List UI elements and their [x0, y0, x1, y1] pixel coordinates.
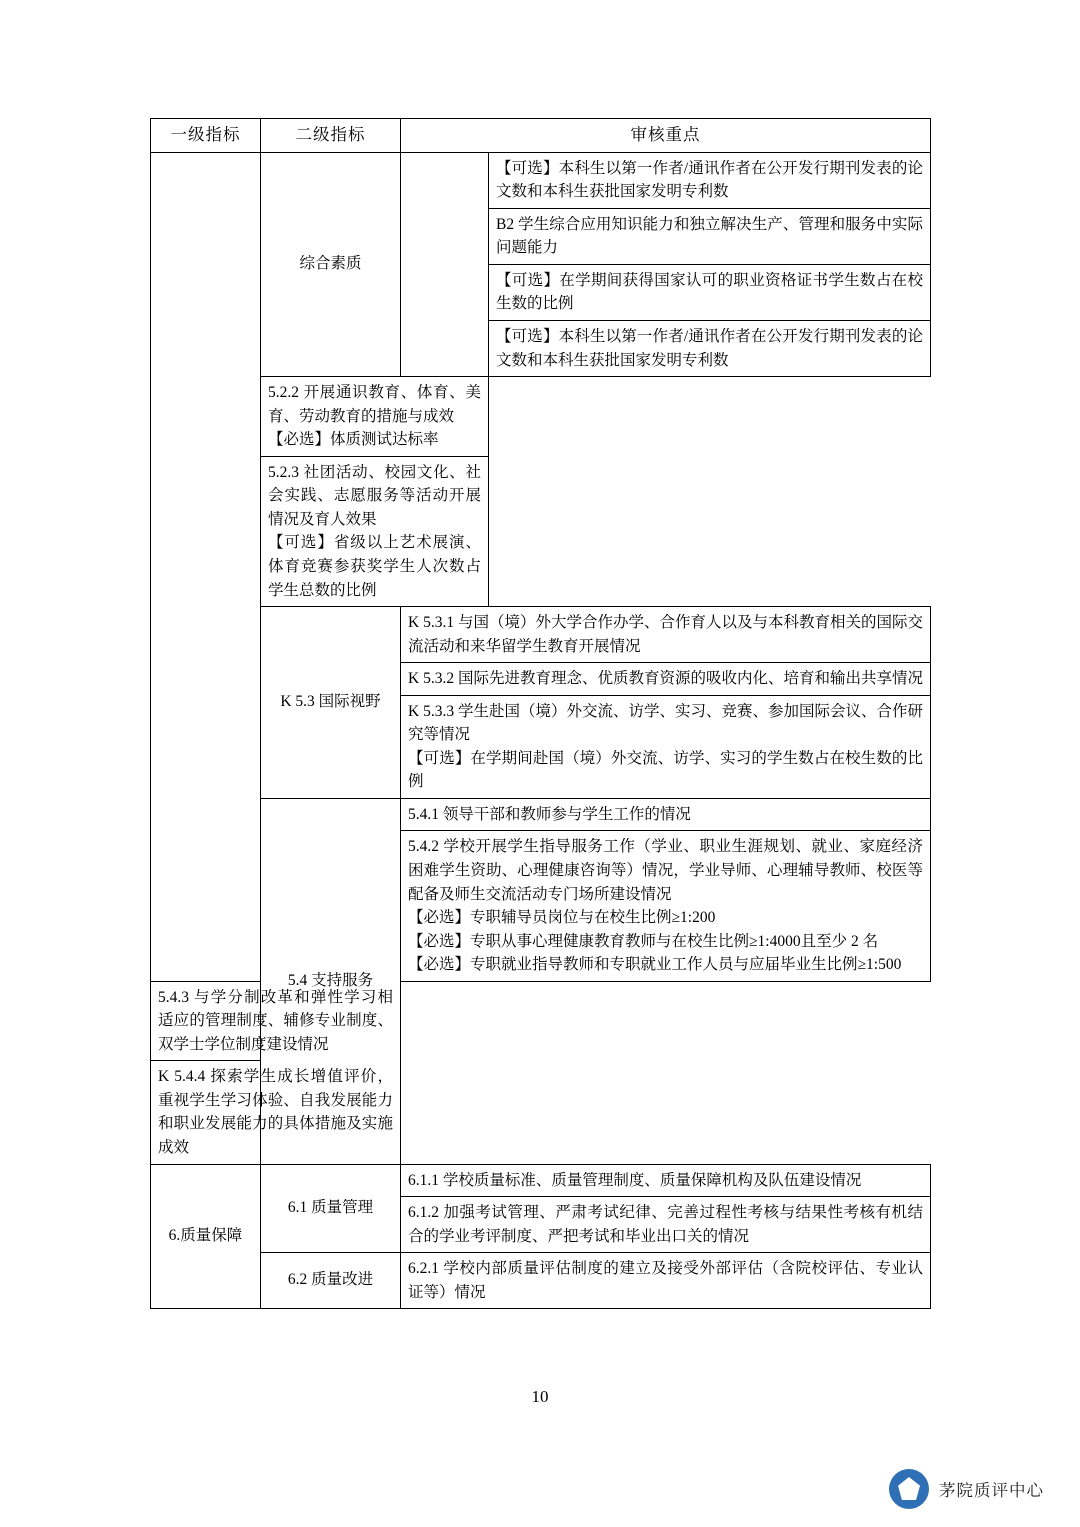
- table-row: [151, 798, 931, 831]
- focus-group-label: [401, 152, 489, 376]
- focus-item: 【可选】本科生以第一作者/通讯作者在公开发行期刊发表的论文数和本科生获批国家发明专利数: [489, 321, 931, 377]
- focus-item: 【可选】本科生以第一作者/通讯作者在公开发行期刊发表的论文数和本科生获批国家发明专利数: [489, 152, 931, 208]
- shield-icon: [889, 1469, 929, 1509]
- focus-item: 6.2.1 学校内部质量评估制度的建立及接受外部评估（含院校评估、专业认证等）情况: [401, 1253, 931, 1309]
- watermark-brand: [889, 1469, 1044, 1509]
- header-level2: 二级指标: [261, 119, 401, 153]
- audit-focus-table: [150, 118, 931, 1309]
- table-row: [151, 607, 931, 663]
- table-row: [151, 456, 931, 606]
- focus-item: 5.4.1 领导干部和教师参与学生工作的情况: [401, 798, 931, 831]
- table-row: [151, 1253, 931, 1309]
- focus-item: 【可选】在学期间获得国家认可的职业资格证书学生数占在校生数的比例: [489, 264, 931, 320]
- focus-item: 5.2.2 开展通识教育、体育、美育、劳动教育的措施与成效 【必选】体质测试达标率: [261, 377, 489, 457]
- table-row: [151, 377, 931, 457]
- focus-item: K 5.3.3 学生赴国（境）外交流、访学、实习、竞赛、参加国际会议、合作研究等情况 【可选】在学期间赴国（境）外交流、访学、实习的学生数占在校生数的比例: [401, 695, 931, 798]
- level2-cell-quality-improvement: 6.2 质量改进: [261, 1253, 401, 1309]
- header-level1: 一级指标: [151, 119, 261, 153]
- header-focus: 审核重点: [401, 119, 931, 153]
- page-number: 10: [531, 1387, 549, 1406]
- focus-item: K 5.3.1 与国（境）外大学合作办学、合作育人以及与本科教育相关的国际交流活动和来华留学生教育开展情况: [401, 607, 931, 663]
- brand-label: 茅院质评中心: [939, 1482, 1044, 1500]
- focus-item: 6.1.2 加强考试管理、严肃考试纪律、完善过程性考核与结果性考核有机结合的学业考评制度、严把考试和毕业出口关的情况: [401, 1197, 931, 1253]
- focus-item: K 5.3.2 国际先进教育理念、优质教育资源的吸收内化、培育和输出共享情况: [401, 663, 931, 696]
- table-row: [151, 152, 931, 208]
- table-row: [151, 1164, 931, 1197]
- level2-cell-comprehensive: 综合素质: [261, 152, 401, 376]
- focus-item: 5.4.2 学校开展学生指导服务工作（学业、职业生涯规划、就业、家庭经济困难学生资助、心理健康咨询等）情况，学业导师、心理辅导教师、校医等配备及师生交流活动专门场所建设情况 【必选】专职辅导员岗位与在校生比例≥1:200 【必选】专职从事心理健康教育教师与在校生比例≥1:4000且至少 2 名 【必选】专职就业指导教师和专职就业工作人员与应届毕业生比例≥1:500: [401, 831, 931, 981]
- focus-item: 5.4.3 与学分制改革和弹性学习相适应的管理制度、辅修专业制度、双学士学位制度建设情况: [151, 981, 401, 1061]
- focus-item: K 5.4.4 探索学生成长增值评价，重视学生学习体验、自我发展能力和职业发展能力的具体措施及实施成效: [151, 1061, 401, 1164]
- level2-cell-support: 5.4 支持服务: [261, 798, 401, 1164]
- level1-cell-quality: 6.质量保障: [151, 1164, 261, 1309]
- level2-cell-international: K 5.3 国际视野: [261, 607, 401, 799]
- table-row: [151, 981, 931, 1061]
- table-header-row: [151, 119, 931, 153]
- focus-item: 5.2.3 社团活动、校园文化、社会实践、志愿服务等活动开展情况及育人效果 【可选】省级以上艺术展演、体育竞赛参获奖学生人次数占学生总数的比例: [261, 456, 489, 606]
- level1-cell-empty-1: [151, 152, 261, 981]
- focus-item: 6.1.1 学校质量标准、质量管理制度、质量保障机构及队伍建设情况: [401, 1164, 931, 1197]
- focus-item: B2 学生综合应用知识能力和独立解决生产、管理和服务中实际问题能力: [489, 208, 931, 264]
- level2-cell-quality-management: 6.1 质量管理: [261, 1164, 401, 1253]
- table-row: [151, 1061, 931, 1164]
